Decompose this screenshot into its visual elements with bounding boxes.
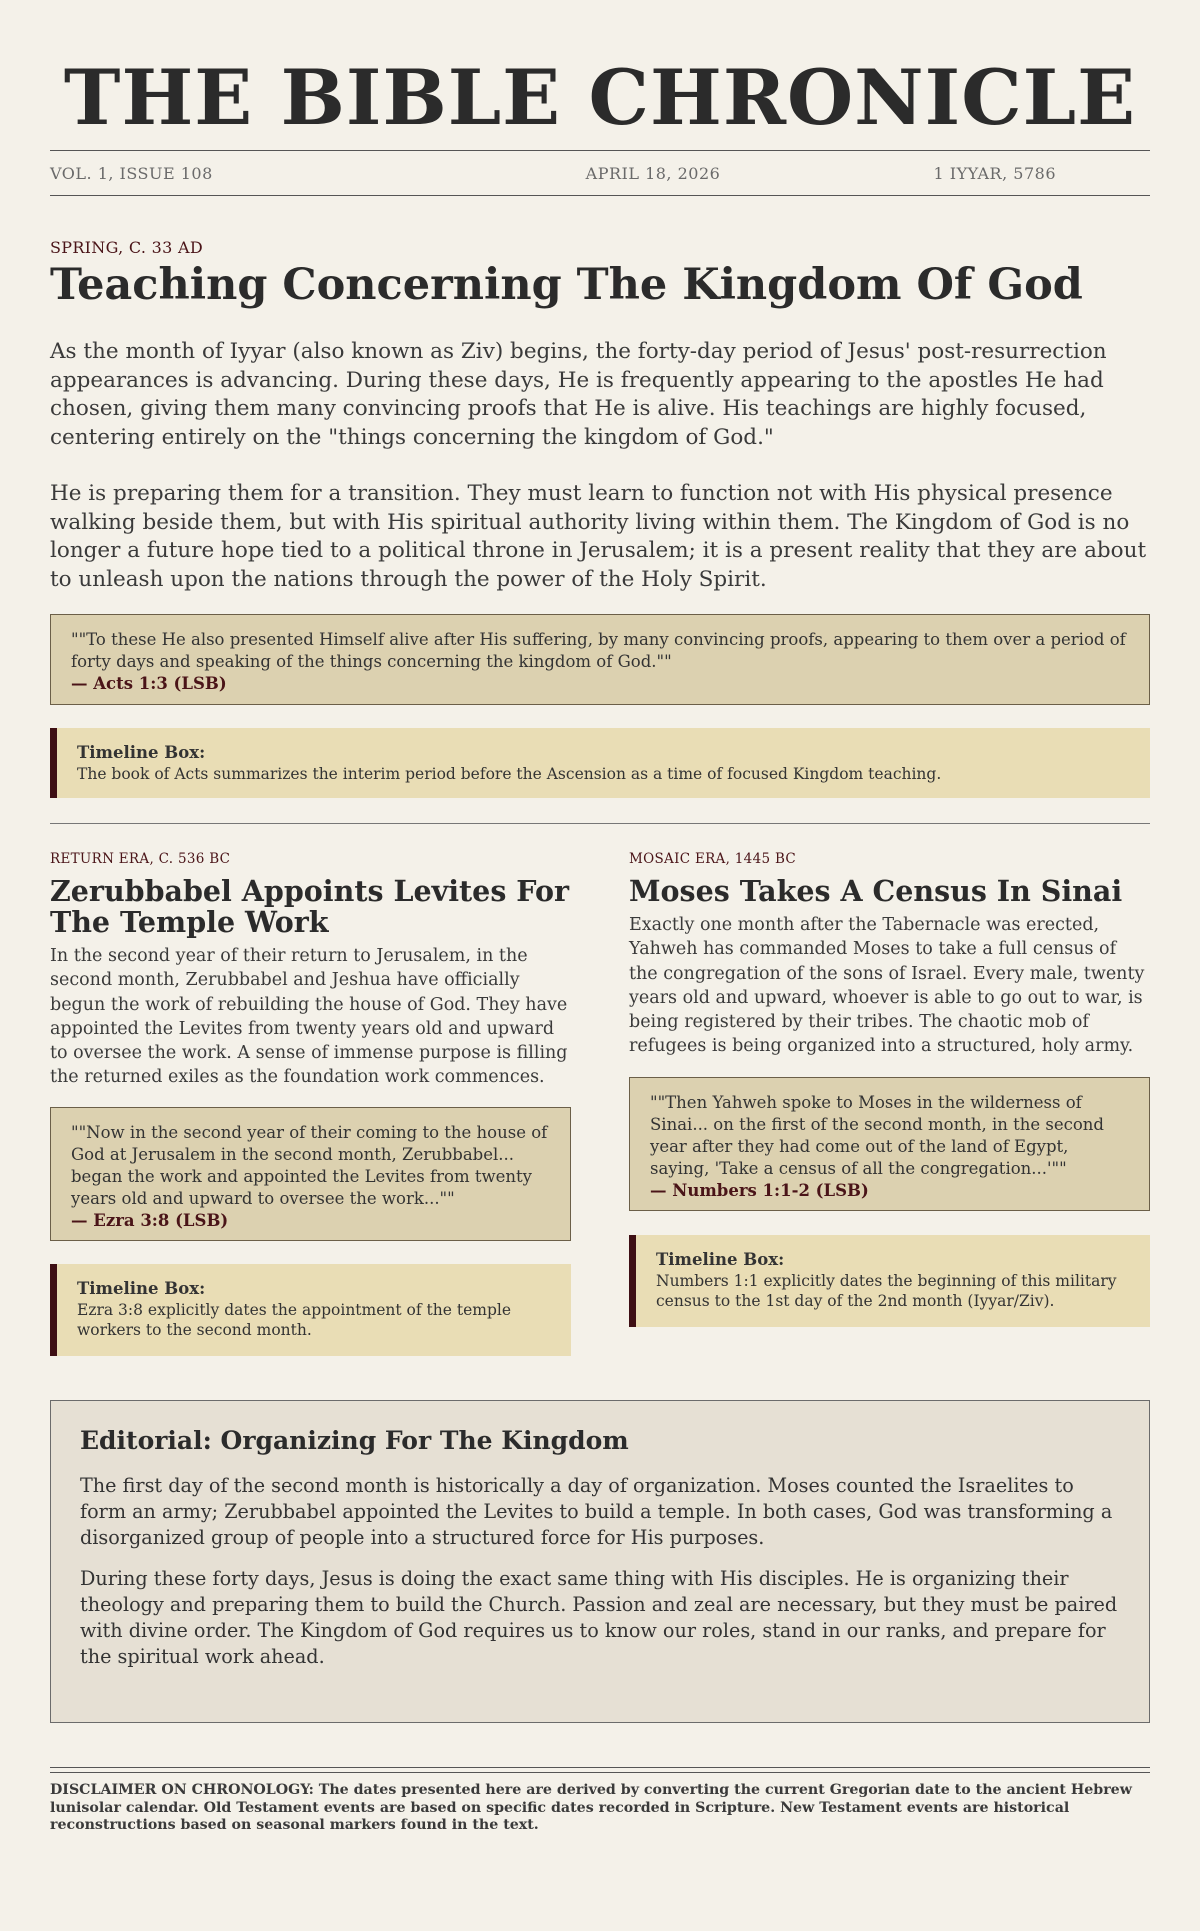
issue-volume: VOL. 1, ISSUE 108: [50, 163, 213, 183]
hebrew-date: 1 IYYAR, 5786: [933, 163, 1056, 183]
left-scripture-quote: [50, 1107, 571, 1241]
right-article-body: Exactly one month after the Tabernacle was erected, Yahweh has commanded Moses to take a full census of the congregation of the sons of Israel. Every male, twenty years old and upward, whoever is able to go out to war, is being registered by their tribes. The chaotic mob of refugees is being organized into a structured, holy army.: [629, 915, 1145, 1057]
timeline-text: Numbers 1:1 explicitly dates the beginning of this military census to the 1st day of the 2nd month (Iyyar/Ziv).: [656, 1272, 1117, 1310]
timeline-label: Timeline Box:: [77, 1279, 206, 1298]
right-scripture-quote: [629, 1077, 1150, 1211]
lead-timeline-box: [50, 728, 1150, 798]
timeline-text: The book of Acts summarizes the interim period before the Ascension as a time of focused Kingdom teaching.: [77, 765, 942, 783]
issue-date: APRIL 18, 2026: [585, 163, 721, 183]
lead-article-body: [50, 338, 1150, 594]
editorial-title: Editorial: Organizing For The Kingdom: [80, 1426, 629, 1455]
quote-text: ""Then Yahweh spoke to Moses in the wilderness of Sinai... on the first of the second month, in the second year after they had come out of the land of Egypt, saying, 'Take a census of all the congregation...'"": [650, 1093, 1104, 1178]
lead-scripture-quote: [50, 614, 1150, 705]
quote-reference: — Ezra 3:8 (LSB): [71, 1211, 229, 1230]
timeline-label: Timeline Box:: [77, 743, 206, 762]
editorial-box: [50, 1400, 1150, 1723]
left-article-body: In the second year of their return to Jerusalem, in the second month, Zerubbabel and Jeshua have officially begun the work of rebuilding the house of God. They have appointed the Levites from twenty years old and upward to oversee the work. A sense of immense purpose is filling the returned exiles as the foundation work commences.: [50, 946, 568, 1088]
lead-paragraph: He is preparing them for a transition. They must learn to function not with His physical presence walking beside them, but with His spiritual authority living within them. The Kingdom of God is no longer a future hope tied to a political throne in Jerusalem; it is a present reality that they are about to unleash upon the nations through the power of the Holy Spirit.: [50, 481, 1147, 592]
footer-double-rule: [50, 1767, 1150, 1773]
editorial-paragraph: During these forty days, Jesus is doing the exact same thing with His disciples. He is organizing their theology and preparing them to build the Church. Passion and zeal are necessary, but they must be paired with divine order. The Kingdom of God requires us to know our roles, stand in our ranks, and prepare for the spiritual work ahead.: [80, 1567, 1118, 1668]
chronology-disclaimer: DISCLAIMER ON CHRONOLOGY: The dates presented here are derived by converting the current Gregorian date to the ancient Hebrew lunisolar calendar. Old Testament events are based on specific dates recorded in Scripture. New Testament events are historical reconstructions based on seasonal markers found in the text.: [50, 1782, 1132, 1834]
lead-era-label: SPRING, C. 33 AD: [50, 238, 203, 257]
right-article: [629, 850, 1150, 1059]
right-headline: Moses Takes A Census In Sinai: [629, 874, 1123, 908]
quote-text: ""To these He also presented Himself alive after His suffering, by many convincing proofs, appearing to them over a period of forty days and speaking of the things concerning the kingdom of God."": [71, 630, 1126, 671]
section-divider: [50, 823, 1150, 824]
masthead-title: THE BIBLE CHRONICLE: [63, 53, 1137, 142]
masthead-info-bar: [50, 150, 1150, 196]
lead-headline: Teaching Concerning The Kingdom Of God: [50, 260, 1083, 310]
quote-reference: — Acts 1:3 (LSB): [71, 674, 227, 693]
timeline-label: Timeline Box:: [656, 1250, 785, 1269]
lead-paragraph: As the month of Iyyar (also known as Ziv) begins, the forty-day period of Jesus' post-resurrection appearances is advancing. During these days, He is frequently appearing to the apostles He had chosen, giving them many convincing proofs that He is alive. His teachings are highly focused, centering entirely on the "things concerning the kingdom of God.": [50, 339, 1107, 450]
right-timeline-box: [629, 1235, 1150, 1327]
editorial-paragraph: The first day of the second month is historically a day of organization. Moses counted the Israelites to form an army; Zerubbabel appointed the Levites to build a temple. In both cases, God was transforming a disorganized group of people into a structured force for His purposes.: [80, 1474, 1113, 1549]
left-headline: Zerubbabel Appoints Levites For The Temple Work: [50, 874, 569, 939]
left-era-label: RETURN ERA, C. 536 BC: [50, 851, 231, 867]
quote-text: ""Now in the second year of their coming to the house of God at Jerusalem in the second month, Zerubbabel... began the work and appointed the Levites from twenty years old and upward to oversee the work..."": [71, 1123, 548, 1208]
quote-reference: — Numbers 1:1-2 (LSB): [650, 1181, 869, 1200]
timeline-text: Ezra 3:8 explicitly dates the appointment of the temple workers to the second month.: [77, 1301, 511, 1339]
left-timeline-box: [50, 1264, 571, 1356]
left-article: [50, 850, 571, 1090]
right-era-label: MOSAIC ERA, 1445 BC: [629, 851, 797, 867]
